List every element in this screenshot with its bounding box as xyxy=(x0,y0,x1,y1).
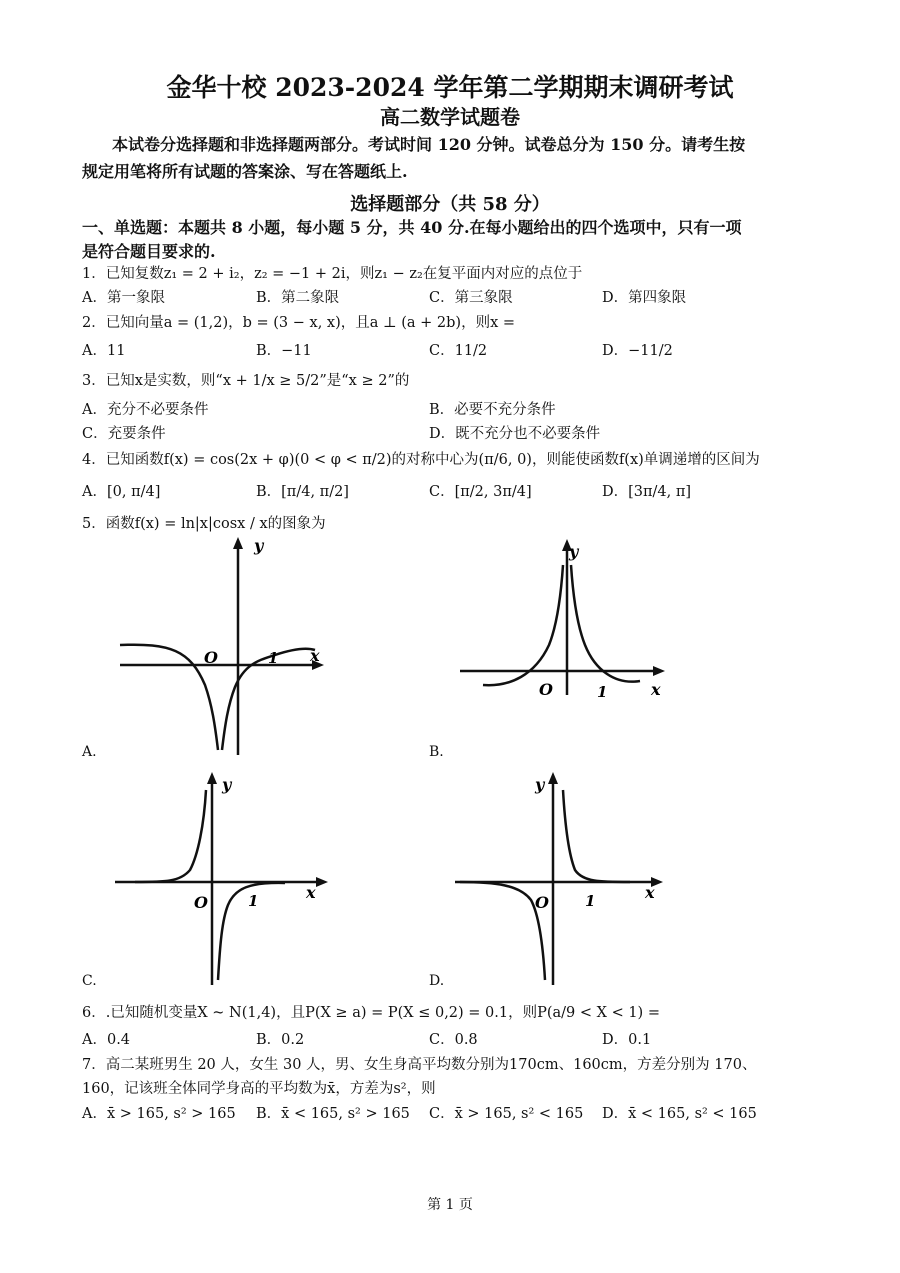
graph-b-y-label: y xyxy=(569,542,579,561)
q1-option-d: D．第四象限 xyxy=(602,290,687,306)
section-instruction-1: 一、单选题：本题共 8 小题，每小题 5 分，共 40 分.在每小题给出的四个选项中，只有一项 xyxy=(82,218,742,237)
q6-option-c: C．0.8 xyxy=(429,1032,478,1048)
graph-a-x-label: x xyxy=(310,646,320,665)
graph-a-one-label: 1 xyxy=(268,649,279,667)
exam-subtitle: 高二数学试题卷 xyxy=(380,105,520,129)
q1-option-c: C．第三象限 xyxy=(429,290,513,306)
graph-d-y-label: y xyxy=(535,775,545,794)
q6-option-b: B．0.2 xyxy=(256,1032,305,1048)
q1-option-b: B．第二象限 xyxy=(256,290,340,306)
question-2-stem: 2．已知向量a = (1,2)，b = (3 − x, x)，且a ⊥ (a + 2b)，则x = xyxy=(82,315,516,331)
question-4-stem: 4．已知函数f(x) = cos(2x + φ)(0 < φ < π/2)的对称中心为(π/6, 0)，则能使函数f(x)单调递增的区间为 xyxy=(82,452,760,468)
graph-a-origin-label: O xyxy=(204,648,218,667)
graph-c-origin-label: O xyxy=(194,893,208,912)
section-title: 选择题部分（共 58 分） xyxy=(350,194,550,215)
graph-a-y-label: y xyxy=(254,536,264,555)
question-7-stem-2: 160，记该班全体同学身高的平均数为x̄，方差为s²，则 xyxy=(82,1081,436,1097)
q1-option-a: A．第一象限 xyxy=(82,290,165,306)
intro-line-2: 规定用笔将所有试题的答案涂、写在答题纸上. xyxy=(82,162,408,181)
question-7-stem-1: 7．高二某班男生 20 人，女生 30 人，男、女生身高平均数分别为170cm、160cm，方差分别为 170、 xyxy=(82,1057,757,1073)
q2-option-b: B．−11 xyxy=(256,343,312,359)
graph-d-x-label: x xyxy=(645,883,655,902)
exam-title: 金华十校 2023-2024 学年第二学期期末调研考试 xyxy=(166,73,734,102)
q5-option-c: C. xyxy=(82,973,97,989)
page-number: 第 1 页 xyxy=(427,1197,473,1213)
graph-c-x-label: x xyxy=(306,883,316,902)
q3-option-d: D．既不充分也不必要条件 xyxy=(429,426,601,442)
q3-option-a: A．充分不必要条件 xyxy=(82,402,209,418)
graph-d-one-label: 1 xyxy=(585,892,596,910)
q6-option-d: D．0.1 xyxy=(602,1032,652,1048)
intro-line-1: 本试卷分选择题和非选择题两部分。考试时间 120 分钟。试卷总分为 150 分。请考生按 xyxy=(112,135,746,154)
q2-option-a: A．11 xyxy=(82,343,126,359)
graph-c-one-label: 1 xyxy=(248,892,259,910)
q2-option-d: D．−11/2 xyxy=(602,343,673,359)
question-6-stem: 6．.已知随机变量X ~ N(1,4)，且P(X ≥ a) = P(X ≤ 0,2) = 0.1，则P(a/9 < X < 1) = xyxy=(82,1005,660,1021)
q5-option-b: B. xyxy=(429,744,444,760)
graph-option-b xyxy=(455,535,670,705)
q3-option-c: C．充要条件 xyxy=(82,426,166,442)
graph-option-c xyxy=(110,770,330,990)
q6-option-a: A．0.4 xyxy=(82,1032,131,1048)
graph-option-d xyxy=(455,770,670,990)
q5-option-d: D. xyxy=(429,973,445,989)
q4-option-d: D．[3π/4, π] xyxy=(602,484,692,500)
q3-option-b: B．必要不充分条件 xyxy=(429,402,556,418)
graph-c-y-label: y xyxy=(222,775,232,794)
question-1-stem: 1．已知复数z₁ = 2 + i₂，z₂ = −1 + 2i，则z₁ − z₂在复平面内对应的点位于 xyxy=(82,266,583,282)
q7-option-c: C．x̄ > 165, s² < 165 xyxy=(429,1106,584,1122)
q7-option-b: B．x̄ < 165, s² > 165 xyxy=(256,1106,410,1122)
graph-d-origin-label: O xyxy=(535,893,549,912)
q4-option-a: A．[0, π/4] xyxy=(82,484,161,500)
graph-b-one-label: 1 xyxy=(597,683,608,701)
q7-option-a: A．x̄ > 165, s² > 165 xyxy=(82,1106,236,1122)
section-instruction-2: 是符合题目要求的. xyxy=(82,242,216,261)
graph-b-x-label: x xyxy=(651,680,661,699)
q5-option-a: A. xyxy=(82,744,97,760)
question-5-stem: 5．函数f(x) = ln|x|cosx / x的图象为 xyxy=(82,516,326,532)
graph-b-origin-label: O xyxy=(539,680,553,699)
q2-option-c: C．11/2 xyxy=(429,343,488,359)
graph-option-a xyxy=(110,535,330,760)
q4-option-b: B．[π/4, π/2] xyxy=(256,484,349,500)
q4-option-c: C．[π/2, 3π/4] xyxy=(429,484,532,500)
question-3-stem: 3．已知x是实数，则“x + 1/x ≥ 5/2”是“x ≥ 2”的 xyxy=(82,373,410,389)
q7-option-d: D．x̄ < 165, s² < 165 xyxy=(602,1106,757,1122)
